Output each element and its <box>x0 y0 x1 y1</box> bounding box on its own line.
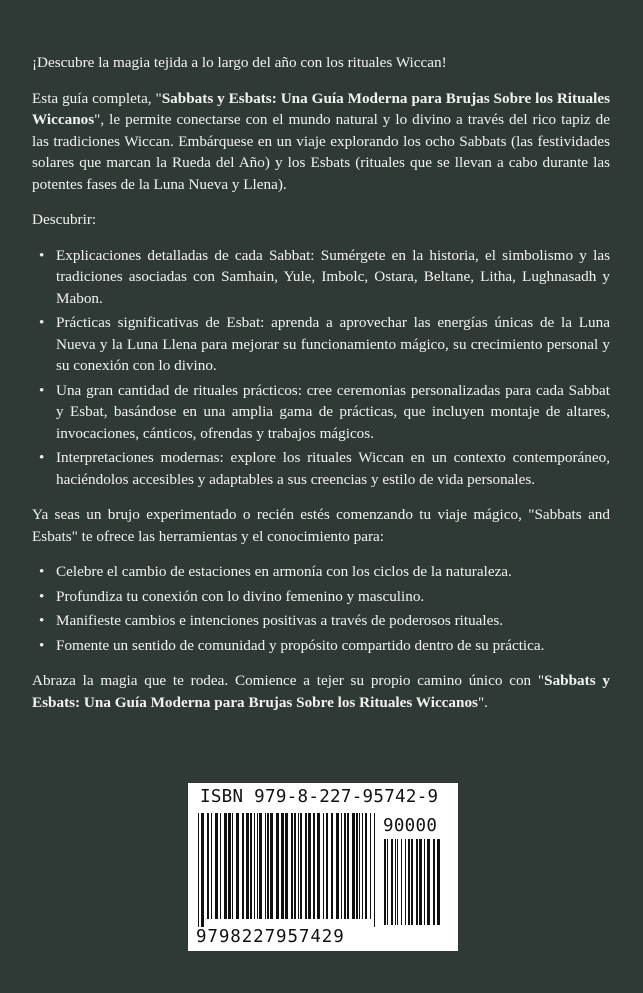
isbn-barcode <box>188 783 458 951</box>
barcode-bar <box>387 839 388 925</box>
barcode-bar <box>294 813 296 919</box>
barcode-bar <box>405 839 406 925</box>
addon-barcode-bars <box>384 839 446 927</box>
barcode-bar <box>305 813 307 919</box>
barcode-bar <box>285 813 288 919</box>
barcode-bar <box>391 839 393 925</box>
discover-heading: Descubrir: <box>32 211 97 228</box>
benefit-list <box>32 561 610 656</box>
barcode-bar <box>265 813 266 919</box>
barcode-bar <box>224 813 227 919</box>
ean-digits: 9798227957429 <box>196 927 345 947</box>
barcode-bar <box>254 813 255 919</box>
barcode-bar <box>246 813 249 919</box>
barcode-bar <box>401 839 402 925</box>
barcode-bar <box>211 813 212 919</box>
list-item: • Explicaciones detalladas de cada Sabbat: Sumérgete en la historia, el simbolismo y las tradiciones asociadas con Samhain, Yule, Imbolc, Ostara, Beltane, Litha, Lughnasadh y Mabon. <box>56 245 610 310</box>
barcode-bar <box>433 839 435 925</box>
barcode-bar <box>395 839 396 925</box>
list-item: • Interpretaciones modernas: explore los rituales Wiccan en un contexto contemporáneo, haciéndolos accesibles y adaptables a sus creencias y estilo de vida personales. <box>56 447 610 490</box>
description-paragraph: Esta guía completa, "Sabbats y Esbats: Una Guía Moderna para Brujas Sobre los Rituales Wiccanos", le permite conectarse con el mundo natural y lo divino a través del rico tapiz de las tradiciones Wiccan. Embárquese en un viaje explorando los ocho Sabbats (las festividades solares que marcan la Rueda del Año) y los Esbats (rituales que se llevan a cabo durante las potentes fases de la Luna Nueva y Llena). <box>32 89 610 193</box>
barcode-bar <box>201 813 204 927</box>
list-item: • Celebre el cambio de estaciones en armonía con los ciclos de la naturaleza. <box>56 561 610 583</box>
barcode-bar <box>374 813 375 927</box>
book-title: Sabbats y Esbats: Una Guía Moderna para Brujas Sobre los Rituales Wiccanos <box>32 89 610 128</box>
barcode-bar <box>359 813 360 919</box>
intro-line: ¡Descubre la magia tejida a lo largo del año con los rituales Wiccan! <box>32 54 447 71</box>
barcode-bar <box>220 813 221 919</box>
barcode-bar <box>291 813 293 919</box>
barcode-bar <box>365 813 367 919</box>
barcode-bar <box>416 839 418 925</box>
barcode-bar <box>298 813 299 919</box>
barcode-bar <box>419 839 422 925</box>
barcode-bar <box>427 839 430 925</box>
barcode-bar <box>347 813 349 919</box>
barcode-bar <box>259 813 262 919</box>
barcode-bar <box>276 813 279 919</box>
barcode-bar <box>344 813 346 919</box>
barcode-bar <box>341 813 342 919</box>
barcode-bar <box>207 813 209 919</box>
book-title-closing: Sabbats y Esbats: Una Guía Moderna para Brujas Sobre los Rituales Wiccanos <box>32 672 610 711</box>
barcode-bar <box>397 839 398 925</box>
price-code: 90000 <box>383 816 438 836</box>
barcode-bar <box>411 839 413 925</box>
barcode-bar <box>267 813 269 919</box>
list-item: • Fomente un sentido de comunidad y propósito compartido dentro de su práctica. <box>56 635 610 657</box>
barcode-bar <box>270 813 273 919</box>
list-item: • Profundiza tu conexión con lo divino femenino y masculino. <box>56 586 610 608</box>
barcode-bar <box>352 813 355 919</box>
list-item: • Una gran cantidad de rituales prácticos: cree ceremonias personalizadas para cada Sabbat y Esbat, basándose en una amplia gama de prácticas, que incluyen montaje de altares, invocaciones, cánticos, ofrendas y trabajos mágicos. <box>56 380 610 445</box>
closing-paragraph: Abraza la magia que te rodea. Comience a tejer su propio camino único con "Sabbats y Esbats: Una Guía Moderna para Brujas Sobre los Rituales Wiccanos". <box>32 672 610 711</box>
barcode-bar <box>250 813 252 919</box>
barcode-bar <box>331 813 333 919</box>
barcode-bar <box>228 813 231 919</box>
barcode-bar <box>215 813 218 919</box>
barcode-bar <box>232 813 233 919</box>
barcode-bar <box>336 813 339 919</box>
list-item: • Prácticas significativas de Esbat: aprenda a aprovechar las energías únicas de la Luna Nueva y la Luna Llena para mejorar su funcionamiento mágico, su crecimiento personal y su conexión con lo divino. <box>56 312 610 377</box>
list-item: • Manifieste cambios e intenciones positivas a través de poderosos rituales. <box>56 610 610 632</box>
barcode-bar <box>437 839 440 925</box>
barcode-bar <box>323 813 324 919</box>
barcode-bar <box>300 813 302 919</box>
barcode-bar <box>408 839 410 925</box>
ean-barcode-bars <box>198 813 380 927</box>
barcode-bar <box>362 813 363 919</box>
audience-paragraph: Ya seas un brujo experimentado o recién estés comenzando tu viaje mágico, "Sabbats and Esbats" te ofrece las herramientas y el conocimiento para: <box>32 506 610 545</box>
barcode-bar <box>313 813 315 919</box>
barcode-bar <box>198 813 199 927</box>
discover-list <box>32 245 610 491</box>
barcode-bar <box>242 813 244 919</box>
barcode-bar <box>424 839 425 925</box>
barcode-bar <box>326 813 328 919</box>
barcode-bar <box>281 813 284 919</box>
barcode-bar <box>257 813 258 919</box>
barcode-bar <box>317 813 320 919</box>
cover-text <box>32 52 610 727</box>
barcode-bar <box>370 813 371 919</box>
barcode-bar <box>384 839 386 925</box>
barcode-bar <box>356 813 358 919</box>
barcode-bar <box>236 813 239 919</box>
isbn-label: ISBN 979-8-227-95742-9 <box>200 787 439 807</box>
barcode-bar <box>308 813 311 919</box>
